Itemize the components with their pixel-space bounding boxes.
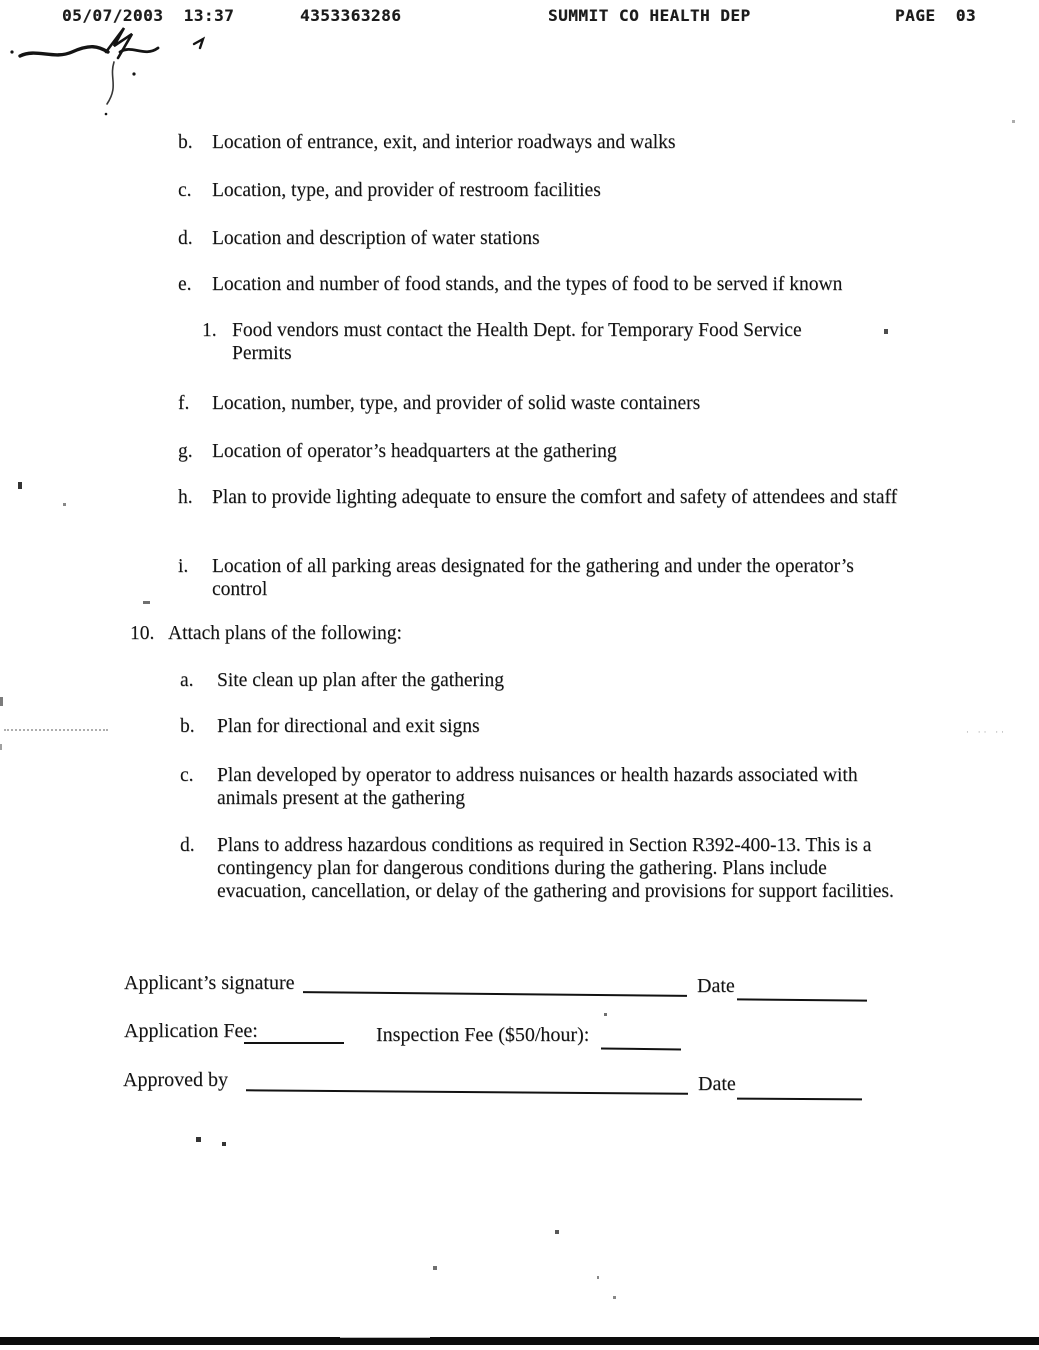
list-item-text: Location and number of food stands, and the types of food to be served if known (212, 274, 843, 295)
scan-speck (0, 697, 3, 706)
scan-speck (18, 482, 22, 489)
list-item-text: Plan to provide lighting adequate to ensure the comfort and safety of attendees and staff (212, 487, 898, 508)
list-item-f (178, 392, 912, 415)
plans-item-b (180, 715, 917, 738)
applicant-signature-line (303, 991, 687, 997)
scan-speck (604, 1013, 607, 1016)
list-item-marker: e. (178, 274, 192, 295)
scan-speck (597, 1276, 599, 1279)
fax-datetime: 05/07/2003 13:37 (62, 6, 235, 25)
applicant-signature-label: Applicant’s signature (124, 972, 295, 994)
scan-speck (1012, 120, 1015, 123)
scan-speck (884, 329, 888, 334)
list-item-text: Site clean up plan after the gathering (217, 670, 504, 691)
list-item-text: Location and description of water stations (212, 228, 540, 249)
scan-speck (613, 1296, 616, 1299)
list-item-text: Location, number, type, and provider of solid waste containers (212, 393, 701, 414)
fax-page-number: PAGE 03 (895, 6, 977, 25)
approved-date-line (737, 1098, 862, 1101)
date-line (737, 998, 867, 1001)
application-fee-label: Application Fee: (124, 1020, 258, 1042)
scan-faint-marks: · ·· ·· (966, 728, 1008, 738)
list-item-e (178, 273, 927, 296)
list-item-b (178, 131, 912, 154)
scan-speck (433, 1266, 437, 1270)
handwritten-scribble-icon (6, 16, 226, 126)
list-item-h (178, 486, 912, 509)
fax-number: 4353363286 (300, 6, 402, 25)
list-item-text: Plans to address hazardous conditions as required in Section R392-400-13. This is a contingency plan for dangerous conditions during the gathering. Plans include evacuation, cancellation, or delay of the gathering and provisions for support facilities. (217, 835, 894, 902)
list-item-text: Location of all parking areas designated for the gathering and under the operator’s control (212, 556, 854, 600)
list-item-marker: d. (180, 835, 195, 856)
scan-speck (63, 503, 66, 506)
scan-speck (196, 1137, 201, 1142)
list-item-text: Location, type, and provider of restroom facilities (212, 180, 601, 201)
list-item-text: Plan for directional and exit signs (217, 716, 480, 737)
list-item-marker: h. (178, 487, 193, 508)
approved-by-line (246, 1089, 688, 1094)
list-item-text: Attach plans of the following: (168, 623, 402, 644)
list-item-d (178, 227, 912, 250)
list-item-marker: g. (178, 441, 193, 462)
list-item-text: Location of operator’s headquarters at the gathering (212, 441, 617, 462)
scan-speck (555, 1230, 559, 1234)
list-item-text: Food vendors must contact the Health Dept. for Temporary Food Service Permits (232, 320, 802, 364)
list-item-marker: c. (178, 180, 192, 201)
scan-streak (4, 729, 108, 731)
application-fee-line (244, 1042, 344, 1044)
list-item-text: Plan developed by operator to address nuisances or health hazards associated with animals present at the gathering (217, 765, 858, 809)
list-item-g (178, 440, 912, 463)
list-item-marker: d. (178, 228, 193, 249)
list-item-marker: i. (178, 556, 189, 577)
list-item-i (178, 555, 862, 601)
scan-edge-bar (0, 1337, 1039, 1345)
scan-speck (0, 744, 2, 750)
plans-item-a (180, 669, 917, 692)
list-item-c (178, 179, 912, 202)
plans-item-d (180, 834, 917, 903)
scan-speck (222, 1142, 226, 1146)
scan-speck (143, 601, 150, 604)
list-item-marker: 10. (130, 623, 155, 644)
list-item-marker: a. (180, 670, 194, 691)
list-item-marker: c. (180, 765, 194, 786)
date-label: Date (697, 975, 735, 997)
inspection-fee-line (601, 1047, 681, 1050)
list-item-marker: f. (178, 393, 190, 414)
list-item-10 (130, 622, 868, 645)
inspection-fee-label: Inspection Fee ($50/hour): (376, 1024, 590, 1046)
list-item-food-vendors (202, 319, 857, 365)
approved-by-label: Approved by (123, 1069, 228, 1091)
plans-item-c (180, 764, 907, 810)
list-item-marker: 1. (202, 320, 217, 341)
list-item-marker: b. (180, 716, 195, 737)
fax-sender-name: SUMMIT CO HEALTH DEP (548, 6, 751, 25)
approved-date-label: Date (698, 1073, 736, 1095)
list-item-text: Location of entrance, exit, and interior roadways and walks (212, 132, 676, 153)
list-item-marker: b. (178, 132, 193, 153)
